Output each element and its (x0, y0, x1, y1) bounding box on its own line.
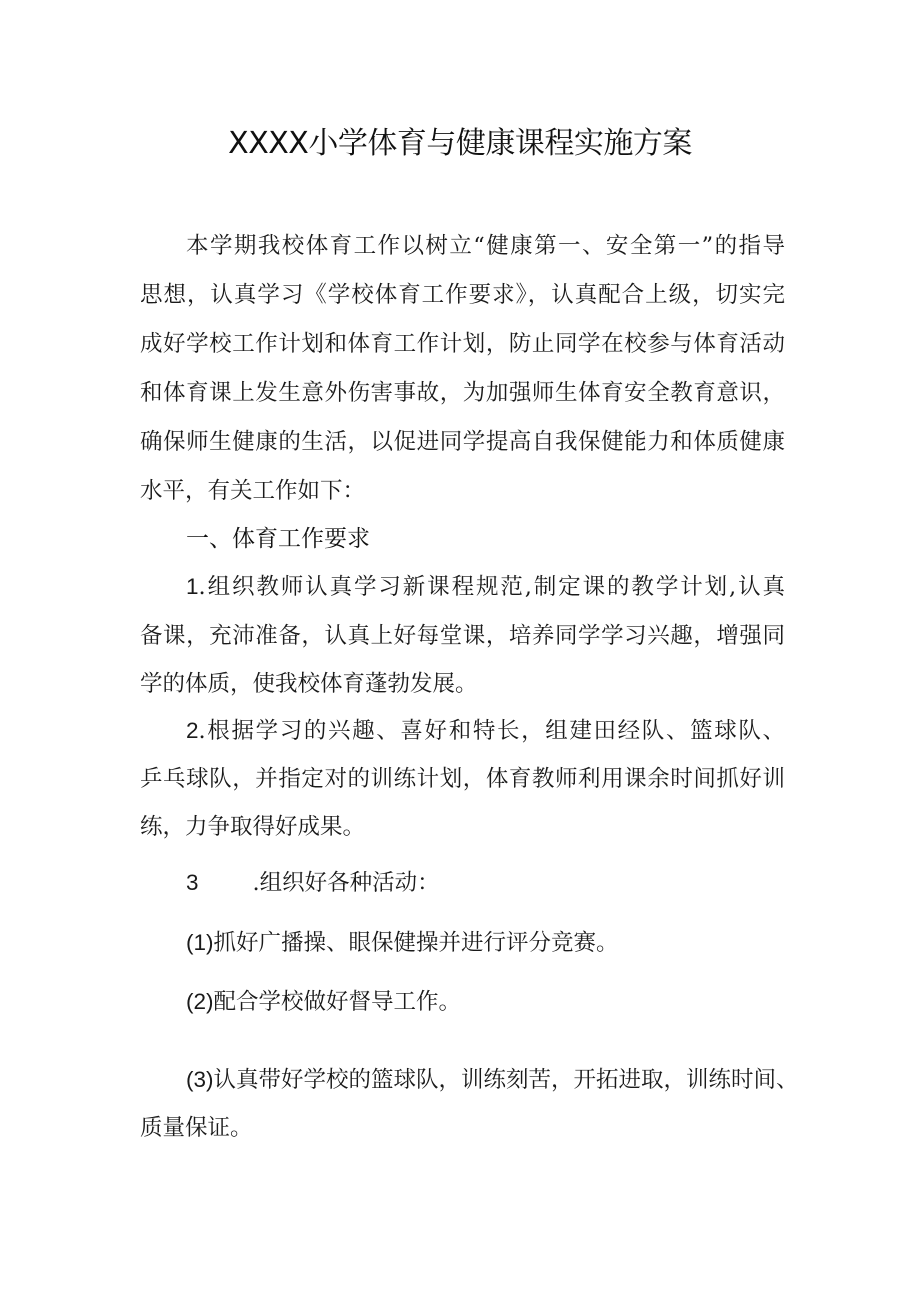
sub-item-text: 认真带好学校的篮球队，训练刻苦，开拓进取，训练时间、 (213, 1067, 799, 1093)
sub-item-1 (186, 926, 785, 960)
sub-item-2 (186, 985, 785, 1019)
intro-line: 和体育课上发生意外伤害事故，为加强师生体育安全教育意识， (140, 380, 785, 406)
item-number: 3 (186, 870, 199, 895)
item-line: 学的体质，使我校体育蓬勃发展。 (140, 671, 478, 697)
item-number: 2 (186, 718, 199, 743)
sub-item-marker: (1) (186, 930, 214, 955)
item-line: 备课，充沛准备，认真上好每堂课，培养同学学习兴趣，增强同 (140, 623, 785, 649)
sub-item-3-continuation: 质量保证。 (140, 1115, 253, 1141)
item-number: 1 (186, 574, 199, 599)
sub-item-text: 抓好广播操、眼保健操并进行评分竞赛。 (213, 930, 619, 956)
item-text: .组织教师认真学习新课程规范,制定课的教学计划,认真 (198, 574, 785, 600)
intro-line: 成好学校工作计划和体育工作计划，防止同学在校参与体育活动 (140, 331, 785, 357)
item-line: 练，力争取得好成果。 (140, 814, 366, 840)
item-2-first-line (186, 714, 785, 748)
item-line: 乒乓球队，并指定对的训练计划，体育教师利用课余时间抓好训 (140, 766, 785, 792)
intro-line: 本学期我校体育工作以树立“健康第一、安全第一”的指导 (186, 233, 785, 259)
document-title: XXXX小学体育与健康课程实施方案 (228, 126, 692, 161)
sub-item-3 (186, 1063, 799, 1097)
sub-item-marker: (2) (186, 989, 214, 1014)
item-1-first-line (186, 570, 785, 604)
section-heading: 一、体育工作要求 (186, 526, 370, 552)
intro-line: 思想，认真学习《学校体育工作要求》，认真配合上级，切实完 (140, 282, 785, 308)
item-text: .根据学习的兴趣、喜好和特长，组建田经队、篮球队、 (198, 718, 785, 744)
item-text: .组织好各种活动： (252, 870, 440, 896)
item-3 (186, 866, 785, 900)
sub-item-text: 配合学校做好督导工作。 (213, 989, 462, 1015)
sub-item-marker: (3) (186, 1067, 214, 1092)
intro-line: 水平，有关工作如下： (140, 478, 366, 504)
intro-line: 确保师生健康的生活，以促进同学提高自我保健能力和体质健康 (140, 429, 785, 455)
